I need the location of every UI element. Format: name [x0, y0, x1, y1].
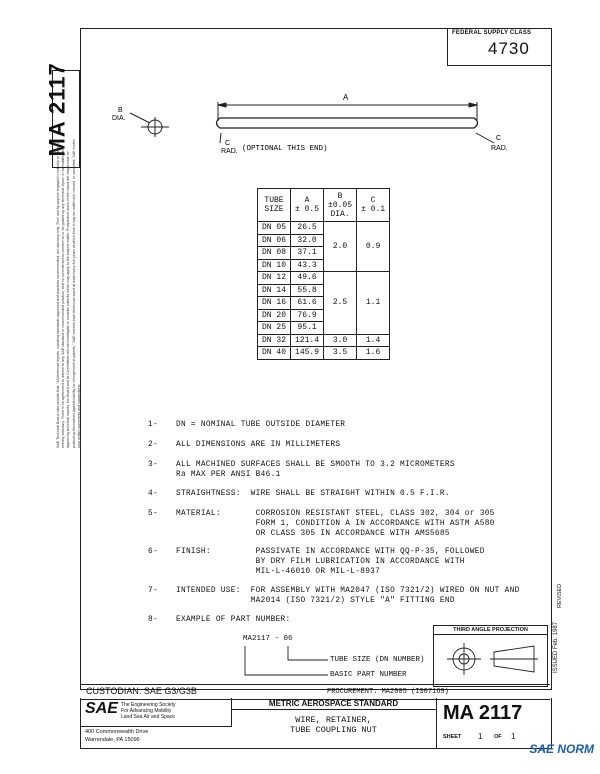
sae-logo: SAE — [85, 700, 118, 717]
sae-tagline-3: Land Sea Air and Space — [121, 714, 175, 720]
table-cell: 1.6 — [357, 347, 390, 360]
rad-left: RAD. — [221, 148, 238, 155]
note-2: 2- ALL DIMENSIONS ARE IN MILLIMETERS — [148, 441, 341, 449]
part-number-leaders — [240, 640, 340, 685]
table-cell: 121.4 — [291, 334, 324, 347]
table-cell: 55.8 — [291, 284, 324, 297]
table-row — [258, 347, 390, 360]
table-cell: DN 16 — [258, 297, 291, 310]
note-5: 5- MATERIAL: CORROSION RESISTANT STEEL, CLASS 302, 304 or 305 FORM 1, CONDITION A IN ACCORDANCE WITH ASTM A580 OR CLASS 305 IN ACCORDANCE WITH AMS5685 — [148, 510, 495, 538]
fsc-label: FEDERAL SUPPLY CLASS — [452, 30, 532, 36]
note-3: 3- ALL MACHINED SURFACES SHALL BE SMOOTH TO 3.2 MICROMETERS Ra MAX PER ANSI B46.1 — [148, 461, 455, 479]
table-cell: DN 32 — [258, 334, 291, 347]
watermark-logo: SAE NORM — [529, 742, 594, 756]
title-block — [80, 698, 552, 749]
title-center — [231, 698, 437, 748]
ma-number: MA 2117 — [443, 702, 523, 724]
col-c: C ± 0.1 — [357, 189, 390, 222]
col-tube-size: TUBE SIZE — [258, 189, 291, 222]
part-number-example: MA2117 - 06 — [243, 635, 293, 643]
table-cell: DN 12 — [258, 272, 291, 285]
projection-symbol — [434, 635, 547, 683]
col-b: B ±0.05 DIA. — [324, 189, 357, 222]
table-cell: 3.5 — [324, 347, 357, 360]
c-right: C — [496, 135, 502, 142]
table-cell: DN 40 — [258, 347, 291, 360]
table-cell: 1.1 — [357, 272, 390, 335]
table-cell: DN 25 — [258, 322, 291, 335]
of-number: 1 — [511, 732, 516, 741]
sae-logo-block — [81, 698, 232, 727]
table-cell: 3.0 — [324, 334, 357, 347]
note-7: 7- INTENDED USE: FOR ASSEMBLY WITH MA2047 (ISO 7321/2) WIRED ON NUT AND MA2014 (ISO 7321/2) STYLE "A" FITTING END — [148, 587, 520, 605]
standard-label: METRIC AEROSPACE STANDARD — [231, 698, 436, 710]
title-line-2: TUBE COUPLING NUT — [290, 725, 377, 735]
table-row — [258, 272, 390, 285]
sheet-label: SHEET — [443, 734, 462, 740]
table-cell: DN 10 — [258, 259, 291, 272]
note-8: 8- EXAMPLE OF PART NUMBER: — [148, 616, 291, 624]
of-label: OF — [494, 734, 502, 740]
legal-fine-print: SAE Technical Board rules provide that: "All technical reports, including standards approved and practices recommended, are advisory only. Their use by anyone engaged in industry or trade is entirely voluntary. There is no agreement to adhere to any SAE standard or recommended practice, and no commitment to conform to or be guided by any technical report. In formulating and approving technical reports, the Board and its Committees will not investigate or consider patents which may apply to the subject matter. Prospective users of the report are responsible for protecting themselves against liability for infringement of patents." SAE reviews each technical report at least every five years at which time it may be reaffirmed, revised, or cancelled. SAE invites your written comments and suggestions. — [55, 139, 81, 449]
basic-part-callout: BASIC PART NUMBER — [330, 671, 407, 679]
wire-body — [217, 118, 478, 128]
table-cell: 95.1 — [291, 322, 324, 335]
table-cell: 0.9 — [357, 222, 390, 272]
table-cell: 76.9 — [291, 309, 324, 322]
dim-b-dia: DIA. — [112, 115, 126, 122]
wire-drawing — [100, 85, 530, 165]
table-cell: 32.0 — [291, 234, 324, 247]
col-a: A ± 0.5 — [291, 189, 324, 222]
table-cell: DN 14 — [258, 284, 291, 297]
dim-b-label: B — [118, 107, 123, 114]
dim-a-label: A — [343, 93, 349, 102]
table-cell: 2.0 — [324, 222, 357, 272]
table-cell: DN 08 — [258, 247, 291, 260]
table-cell: 43.3 — [291, 259, 324, 272]
table-cell: 2.5 — [324, 272, 357, 335]
tube-size-callout: TUBE SIZE (DN NUMBER) — [330, 656, 425, 664]
custodian-text: CUSTODIAN: SAE G3/G3B — [86, 686, 197, 696]
note-4: 4- STRAIGHTNESS: WIRE SHALL BE STRAIGHT WITHIN 0.5 F.I.R. — [148, 490, 450, 498]
table-cell: DN 06 — [258, 234, 291, 247]
procurement-text: PROCUREMENT: MA2005 (IS07169) — [327, 688, 449, 696]
table-cell: 61.6 — [291, 297, 324, 310]
table-cell: 26.5 — [291, 222, 324, 235]
rad-right: RAD. — [491, 145, 508, 152]
note-1: 1- DN = NOMINAL TUBE OUTSIDE DIAMETER — [148, 421, 346, 429]
fsc-number: 4730 — [488, 39, 530, 58]
sheet-number: 1 — [478, 732, 483, 741]
table-row — [258, 334, 390, 347]
optional-end: (OPTIONAL THIS END) — [242, 145, 328, 153]
projection-box — [433, 625, 548, 687]
revised-label: REVISED — [557, 583, 563, 608]
c-left: C — [225, 140, 231, 147]
table-cell: DN 05 — [258, 222, 291, 235]
table-row — [258, 222, 390, 235]
address-line-1: 400 Commonwealth Drive — [85, 729, 149, 735]
address-line-2: Warrendale, PA 15096 — [85, 737, 140, 743]
sae-tagline-2: For Advancing Mobility — [121, 708, 172, 714]
sae-tagline-1: The Engineering Society — [121, 702, 176, 708]
issued-date: ISSUED Feb. 1987 — [553, 621, 559, 673]
table-cell: DN 20 — [258, 309, 291, 322]
table-header-row — [258, 189, 390, 222]
projection-label: THIRD ANGLE PROJECTION — [434, 626, 547, 635]
title-line-1: WIRE, RETAINER, — [295, 715, 372, 725]
federal-supply-class-box — [447, 28, 551, 66]
table-cell: 37.1 — [291, 247, 324, 260]
table-cell: 49.6 — [291, 272, 324, 285]
table-cell: 145.9 — [291, 347, 324, 360]
table-cell: 1.4 — [357, 334, 390, 347]
tube-size-table — [257, 188, 390, 360]
note-6: 6- FINISH: PASSIVATE IN ACCORDANCE WITH QQ-P-35, FOLLOWED BY DRY FILM LUBRICATION IN ACCORDANCE WITH MIL-L-46010 OR MIL-L-8937 — [148, 548, 485, 576]
doc-id-vertical: MA 2117 — [44, 62, 70, 157]
